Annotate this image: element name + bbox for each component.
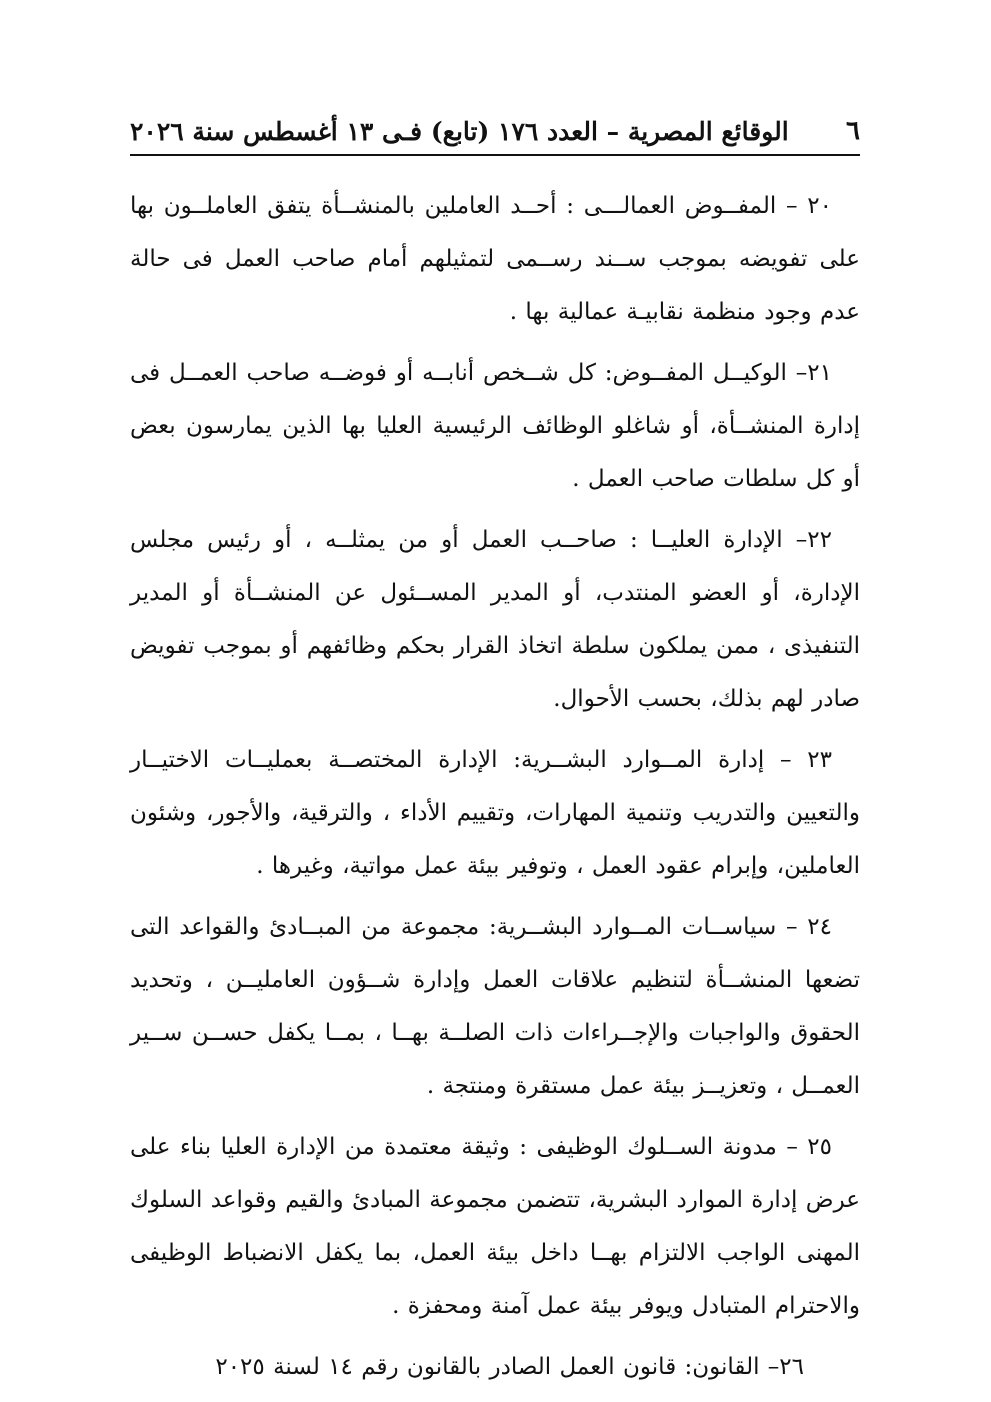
clause-22-senior-management: ٢٢– الإدارة العليــا : صاحــب العمل أو من يمثلــه ، أو رئيس مجلس الإدارة، أو العضو المنتدب، أو المدير المســئول عن المنشــأة أو المدير التنفيذى ، ممن يملكون سلطة اتخاذ القرار بحكم وظائفهم أو بموجب تفويض صادر لهم بذلك، بحسب الأحوال. — [130, 527, 860, 712]
page-header — [130, 108, 860, 156]
clause-26-the-law: ٢٦– القانون: قانون العمل الصادر بالقانون رقم ١٤ لسنة ٢٠٢٥ — [215, 1354, 804, 1380]
clause-21-authorized-agent: ٢١– الوكيــل المفــوض: كل شــخص أنابــه أو فوضــه صاحب العمــل فى إدارة المنشــأة، أو شاغلو الوظائف الرئيسية العليا بها الذين يمارسون بعض أو كل سلطات صاحب العمل . — [130, 360, 860, 492]
clause-25-code-of-conduct: ٢٥ – مدونة الســلوك الوظيفى : وثيقة معتمدة من الإدارة العليا بناء على عرض إدارة الموارد البشرية، تتضمن مجموعة المبادئ والقيم وقواعد السلوك المهنى الواجب الالتزام بهــا داخل بيئة العمل، بما يكفل الانضباط الوظيفى والاحترام المتبادل ويوفر بيئة عمل آمنة ومحفزة . — [130, 1134, 860, 1319]
clause-23-hr-department: ٢٣ – إدارة المــوارد البشــرية: الإدارة المختصــة بعمليــات الاختيــار والتعيين والتدريب وتنمية المهارات، وتقييم الأداء ، والترقية، والأجور، وشئون العاملين، وإبرام عقود العمل ، وتوفير بيئة عمل مواتية، وغيرها . — [130, 747, 860, 879]
page-number: ٦ — [846, 116, 860, 146]
clause-24-hr-policies: ٢٤ – سياســات المــوارد البشــرية: مجموعة من المبــادئ والقواعد التى تضعها المنشــأة لتنظيم علاقات العمل وإدارة شــؤون العامليــن ، وتحديد الحقوق والواجبات والإجــراءات ذات الصلــة بهــا ، بمــا يكفل حســن ســير العمــل ، وتعزيــز بيئة عمل مستقرة ومنتجة . — [130, 914, 860, 1099]
clause-20-labor-delegate: ٢٠ – المفــوض العمالـــى : أحــد العاملين بالمنشــأة يتفق العاملــون بها على تفويضه بموجب ســند رســمى لتمثيلهم أمام صاحب العمل فى حالة عدم وجود منظمة نقابيـة عمالية بها . — [130, 193, 860, 325]
gazette-title: الوقائع المصرية – العدد ١٧٦ (تابع) فـى ١٣ أغسطس سنة ٢٠٢٦ — [130, 116, 789, 146]
document-body — [130, 180, 860, 1402]
